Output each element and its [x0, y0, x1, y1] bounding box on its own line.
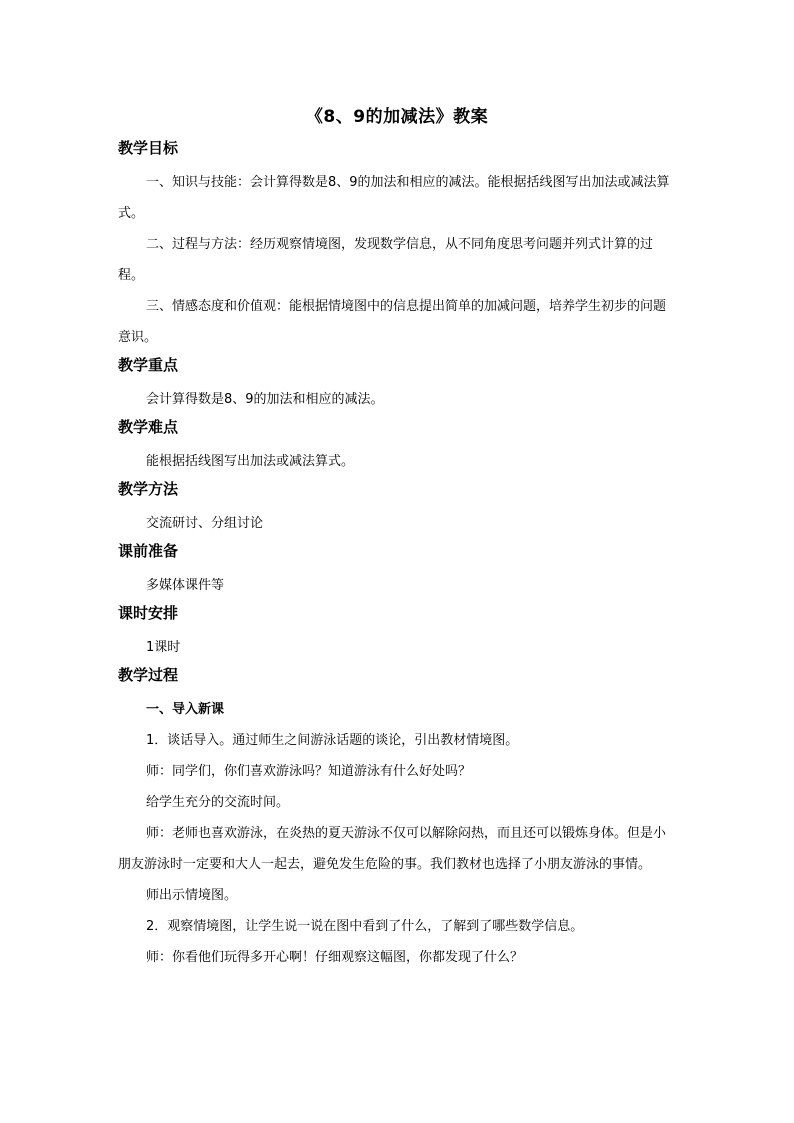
process-paragraph-7: 师：你看他们玩得多开心啊！仔细观察这幅图，你都发现了什么？ [146, 950, 524, 965]
heading-key-points: 教学重点 [118, 356, 179, 374]
process-paragraph-1: 1．谈话导入。通过师生之间游泳话题的谈论，引出教材情境图。 [146, 733, 519, 748]
goals-paragraph-1: 一、知识与技能：会计算得数是8、9的加法和相应的减法。能根据括线图写出加法或减法算式。 [118, 175, 670, 221]
preparation-paragraph: 多媒体课件等 [146, 578, 225, 593]
heading-methods: 教学方法 [118, 480, 179, 498]
document-title: 《8、9的加减法》教案 [305, 107, 489, 127]
heading-process: 教学过程 [118, 666, 179, 684]
key-points-paragraph: 会计算得数是8、9的加法和相应的减法。 [146, 392, 384, 407]
goals-paragraph-2: 二、过程与方法：经历观察情境图，发现数学信息，从不同角度思考问题并列式计算的过程。 [118, 237, 654, 283]
heading-goals: 教学目标 [118, 139, 179, 157]
process-paragraph-6: 2．观察情境图，让学生说一说在图中看到了什么，了解到了哪些数学信息。 [146, 919, 584, 934]
document-page [118, 104, 676, 973]
methods-paragraph: 交流研讨、分组讨论 [146, 516, 264, 531]
heading-preparation: 课前准备 [118, 542, 179, 560]
heading-schedule: 课时安排 [118, 604, 179, 622]
process-paragraph-2: 师：同学们，你们喜欢游泳吗？知道游泳有什么好处吗？ [146, 764, 472, 779]
process-paragraph-4: 师：老师也喜欢游泳，在炎热的夏天游泳不仅可以解除闷热，而且还可以锻炼身体。但是小朋友游泳时一定要和大人一起去，避免发生危险的事。我们教材也选择了小朋友游泳的事情。 [118, 826, 667, 872]
heading-difficulties: 教学难点 [118, 418, 179, 436]
process-paragraph-5: 师出示情境图。 [146, 888, 238, 903]
process-subheading-1: 一、导入新课 [146, 702, 225, 717]
difficulties-paragraph: 能根据括线图写出加法或减法算式。 [146, 454, 355, 469]
goals-paragraph-3: 三、情感态度和价值观：能根据情境图中的信息提出简单的加减问题，培养学生初步的问题意识。 [118, 299, 667, 345]
process-paragraph-3: 给学生充分的交流时间。 [146, 795, 290, 810]
schedule-paragraph: 1课时 [146, 640, 181, 655]
